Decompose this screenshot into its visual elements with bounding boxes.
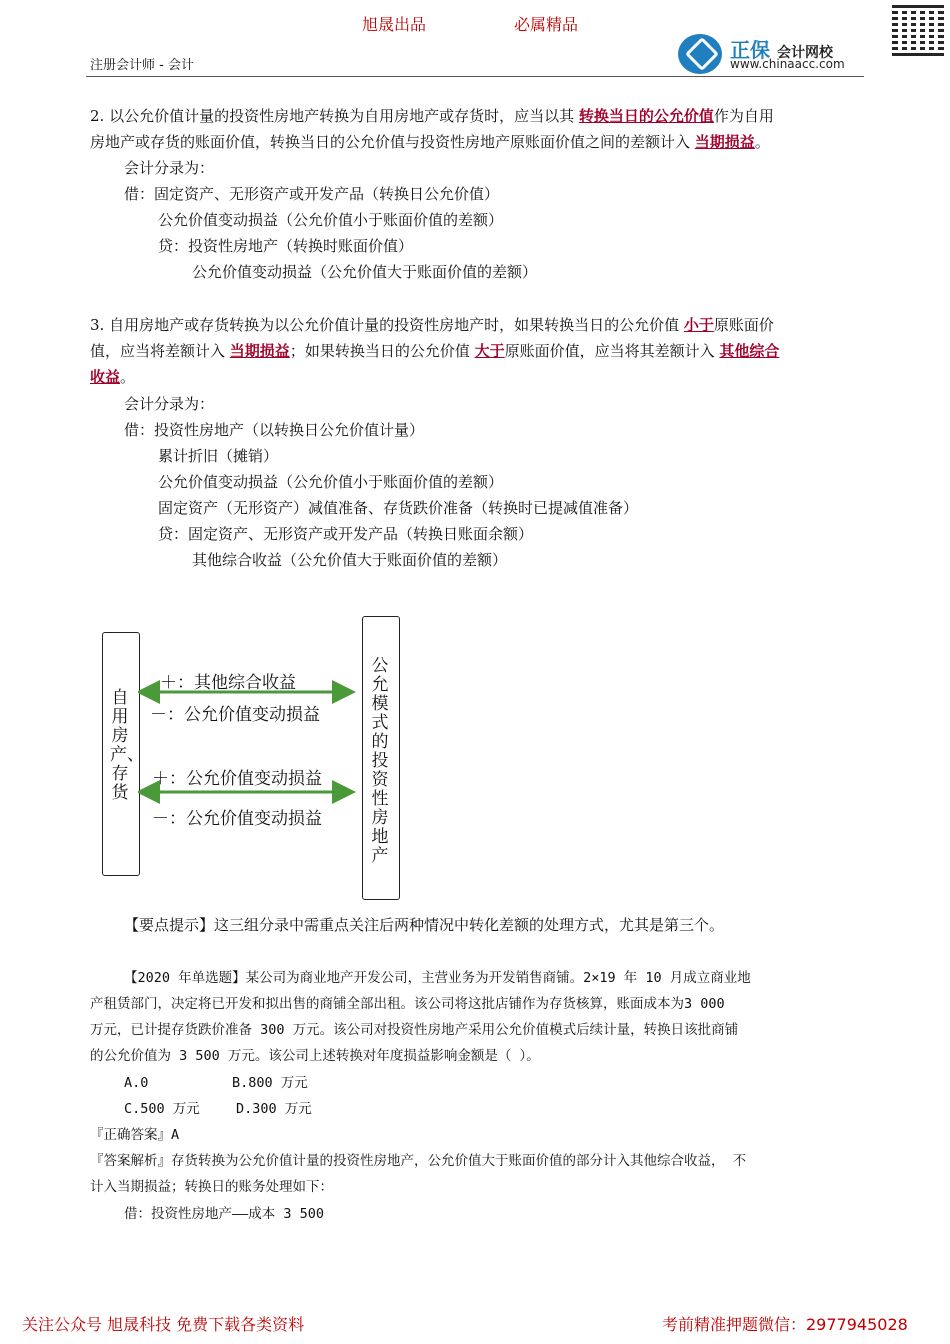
option-a: A.0 <box>124 1075 149 1091</box>
logo[interactable] <box>678 30 868 76</box>
label-plus-oci: ＋：其他综合收益 <box>160 673 296 693</box>
analysis-line-1: 『答案解析』存货转换为公允价值计量的投资性房地产，公允价值大于账面价值的部分计入其他综合收益， 不 <box>90 1153 747 1169</box>
section2-entry-1: 借：固定资产、无形资产或开发产品（转换日公允价值） <box>124 185 500 203</box>
section3-entry-2: 累计折旧（摊销） <box>158 447 279 465</box>
section2-entry-4: 公允价值变动损益（公允价值大于账面价值的差额） <box>192 263 538 281</box>
footer-left: 关注公众号 旭晟科技 免费下载各类资料 <box>22 1315 305 1334</box>
section2-line1: 2. 以公允价值计量的投资性房地产转换为自用房地产或存货时，应当以其 转换当日的公允价值作为自用 <box>90 107 774 125</box>
section3-entry-4: 固定资产（无形资产）减值准备、存货跌价准备（转换时已提减值准备） <box>158 499 639 517</box>
section3-entry-3: 公允价值变动损益（公允价值小于账面价值的差额） <box>158 473 504 491</box>
question-line-1: 产租赁部门，决定将已开发和拟出售的商铺全部出租。该公司将这批店铺作为存货核算，账面成本为3 000 <box>90 996 725 1012</box>
logo-url: www.chinaacc.com <box>730 57 845 71</box>
brand-right: 必属精品 <box>514 15 579 34</box>
question-line-2: 万元，已计提存货跌价准备 300 万元。该公司对投资性房地产采用公允价值模式后续计量，转换日该批商铺 <box>90 1022 739 1038</box>
analysis-line-2: 计入当期损益；转换日的账务处理如下： <box>90 1179 333 1195</box>
left-scroll-label: 自用房产、存货 <box>110 688 144 803</box>
section2-entry-2: 公允价值变动损益（公允价值小于账面价值的差额） <box>158 211 504 229</box>
label-minus-fv-2: －：公允价值变动损益 <box>152 809 322 829</box>
section3-line1: 3. 自用房地产或存货转换为以公允价值计量的投资性房地产时，如果转换当日的公允价值 小于原账面价 <box>90 316 774 334</box>
option-c: C.500 万元 <box>124 1101 200 1117</box>
section2-entry-3: 贷：投资性房地产（转换时账面价值） <box>158 237 414 255</box>
footer-right: 考前精准押题微信：2977945028 <box>662 1315 908 1334</box>
qr-code-icon <box>892 4 944 56</box>
label-minus-fv: －：公允价值变动损益 <box>150 705 320 725</box>
option-b: B.800 万元 <box>232 1075 308 1091</box>
scroll-right-box <box>362 616 400 900</box>
logo-icon <box>678 34 722 74</box>
section2-entry-0: 会计分录为： <box>124 159 215 177</box>
right-scroll-label: 公允模式的投资性房地产 <box>371 656 389 866</box>
section3-entry-1: 借：投资性房地产（以转换日公允价值计量） <box>124 421 425 439</box>
option-d: D.300 万元 <box>236 1101 312 1117</box>
section3-entry-5: 贷：固定资产、无形资产或开发产品（转换日账面余额） <box>158 525 534 543</box>
question-line-0: 【2020 年单选题】某公司为商业地产开发公司，主营业务为开发销售商铺。2×19 年 10 月成立商业地 <box>124 970 751 986</box>
label-plus-fv: ＋：公允价值变动损益 <box>152 769 322 789</box>
logo-title: 正保 会计网校 <box>730 38 833 62</box>
section3-entry-0: 会计分录为： <box>124 395 215 413</box>
journal-entry: 借：投资性房地产——成本 3 500 <box>124 1206 325 1222</box>
subject-title: 注册会计师 - 会计 <box>90 58 194 73</box>
key-point-tip: 【要点提示】这三组分录中需重点关注后两种情况中转化差额的处理方式，尤其是第三个。 <box>124 916 725 934</box>
question-line-3: 的公允价值为 3 500 万元。该公司上述转换对年度损益影响金额是（ ）。 <box>90 1048 540 1064</box>
correct-answer: 『正确答案』A <box>90 1127 180 1143</box>
scroll-left-box <box>102 632 144 876</box>
section3-entry-6: 其他综合收益（公允价值大于账面价值的差额） <box>192 551 508 569</box>
section3-line2: 值，应当将差额计入 当期损益；如果转换当日的公允价值 大于原账面价值，应当将其差额计入 其他综合 <box>90 342 780 360</box>
section3-line3: 收益。 <box>90 368 136 386</box>
header-divider <box>86 76 864 77</box>
section2-line2: 房地产或存货的账面价值，转换当日的公允价值与投资性房地产原账面价值之间的差额计入 当期损益。 <box>90 133 770 151</box>
brand-left: 旭晟出品 <box>362 15 427 34</box>
